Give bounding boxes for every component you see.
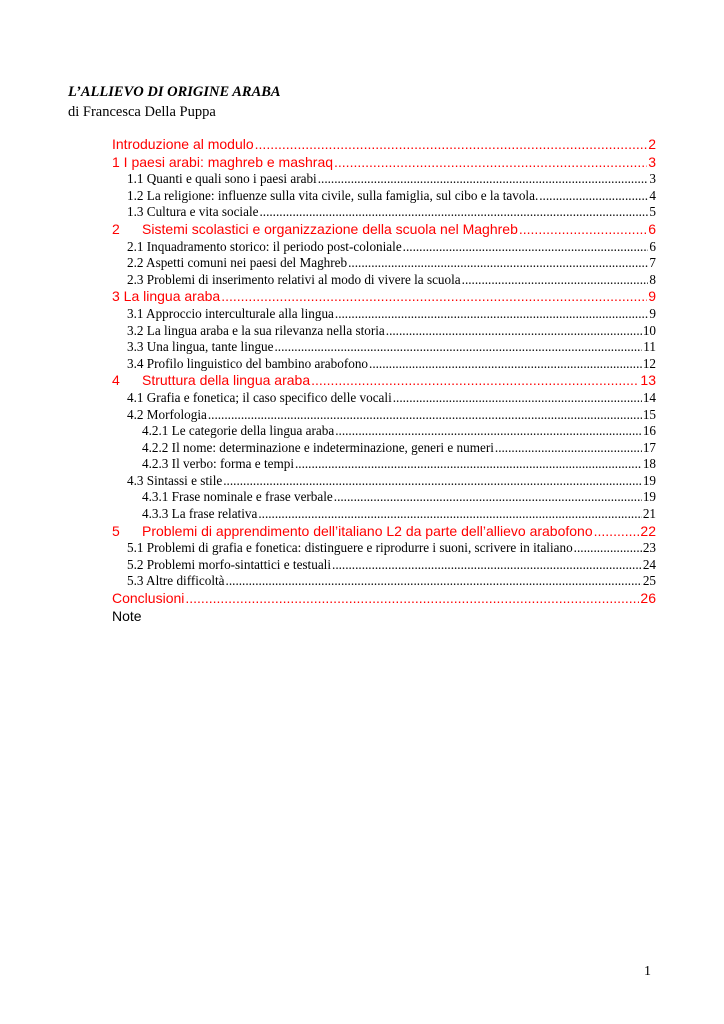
toc-leader-dots (462, 272, 649, 289)
toc-entry-label: 4.3.1 Frase nominale e frase verbale (142, 489, 333, 505)
toc-leader-dots (295, 456, 642, 473)
toc-leader-dots (185, 590, 639, 608)
toc-entry-page: 6 (649, 238, 656, 254)
toc-leader-dots (259, 204, 648, 221)
toc-entry-label: 3 La lingua araba (112, 288, 221, 305)
toc-entry[interactable] (112, 288, 656, 306)
toc-entry-page: 7 (649, 255, 656, 271)
document-title: L’ALLIEVO DI ORIGINE ARABA (68, 84, 281, 100)
toc-entry-label: 3.3 Una lingua, tante lingue (127, 339, 274, 355)
toc-entry-label: 5.1 Problemi di grafia e fonetica: distinguere e riprodurre i suoni, scrivere in italiano (127, 540, 573, 556)
toc-entry[interactable] (112, 204, 656, 221)
toc-entry-page: 11 (643, 339, 656, 355)
toc-entry[interactable] (112, 473, 656, 490)
toc-entry[interactable] (112, 323, 656, 340)
toc-leader-dots (226, 573, 642, 590)
toc-leader-dots (208, 407, 642, 424)
toc-entry-label: 2.1 Inquadramento storico: il periodo post-coloniale (127, 238, 402, 254)
toc-leader-dots (594, 523, 640, 541)
toc-entry-label: 5.3 Altre difficoltà (127, 573, 225, 589)
toc-entry-page: 12 (642, 355, 656, 371)
toc-entry[interactable] (112, 239, 656, 256)
toc-entry-label: 4.2 Morfologia (127, 406, 207, 422)
toc-entry-label: Problemi di apprendimento dell’italiano L2 da parte dell’allievo arabofono (142, 522, 593, 539)
toc-entry-page: 3 (649, 171, 656, 187)
toc-leader-dots (332, 557, 642, 574)
toc-entry-label: Struttura della lingua araba (142, 372, 311, 389)
toc-leader-dots (335, 306, 649, 323)
toc-entry[interactable] (112, 306, 656, 323)
toc-entry-label: 1.2 La religione: influenze sulla vita civile, sulla famiglia, sul cibo e la tavola. (127, 187, 539, 203)
toc-leader-dots (369, 356, 642, 373)
toc-entry-page: 25 (642, 573, 656, 589)
toc-leader-dots (386, 323, 642, 340)
toc-entry[interactable] (112, 339, 656, 356)
toc-entry-page: 2 (648, 136, 656, 152)
toc-entry-page: 17 (642, 439, 656, 455)
toc-entry-number: 4 (112, 372, 120, 389)
toc-leader-dots (318, 171, 649, 188)
toc-entry-page: 18 (642, 456, 656, 472)
toc-entry[interactable] (112, 154, 656, 172)
toc-entry[interactable] (112, 557, 656, 574)
toc-entry[interactable] (112, 423, 656, 440)
toc-entry-label: 4.3 Sintassi e stile (127, 472, 223, 488)
toc-entry-label: 2.2 Aspetti comuni nei paesi del Maghreb (127, 255, 348, 271)
toc-entry[interactable] (112, 540, 656, 557)
toc-entry[interactable] (112, 188, 656, 205)
toc-leader-dots (275, 339, 643, 356)
toc-leader-dots (348, 255, 648, 272)
toc-entry[interactable] (112, 372, 656, 390)
toc-entry-label: 4.1 Grafia e fonetica; il caso specifico delle vocali (127, 389, 392, 405)
toc-entry[interactable] (112, 489, 656, 506)
toc-leader-dots (495, 440, 642, 457)
toc-entry-label: 4.2.1 Le categorie della lingua araba (142, 423, 335, 439)
toc-entry-page: 4 (649, 187, 656, 203)
toc-entry-label: 5.2 Problemi morfo-sintattici e testuali (127, 556, 332, 572)
toc-entry-label: 3.2 La lingua araba e la sua rilevanza nella storia (127, 322, 385, 338)
toc-entry[interactable] (112, 440, 656, 457)
toc-entry-label: Introduzione al modulo (112, 136, 254, 152)
toc-leader-dots (223, 473, 642, 490)
toc-entry[interactable] (112, 390, 656, 407)
toc-entry-label: 4.3.3 La frase relativa (142, 506, 258, 522)
toc-entry-label: 2.3 Problemi di inserimento relativi al modo di vivere la scuola (127, 271, 461, 287)
toc-entry-label: 3.4 Profilo linguistico del bambino arabofono (127, 355, 369, 371)
toc-leader-dots (311, 372, 639, 390)
toc-leader-dots (334, 154, 647, 172)
toc-entry[interactable] (112, 590, 656, 608)
toc-entry-page: 9 (649, 305, 656, 321)
toc-entry-label: Conclusioni (112, 590, 185, 607)
toc-entry-page: 15 (642, 406, 656, 422)
toc-entry[interactable] (112, 221, 656, 239)
toc-entry-page: 22 (640, 522, 656, 539)
toc-entry-note[interactable] (112, 608, 656, 626)
toc-entry-label: 4.2.2 Il nome: determinazione e indeterminazione, generi e numeri (142, 439, 494, 455)
toc-leader-dots (519, 221, 647, 239)
toc-leader-dots (574, 540, 642, 557)
toc-leader-dots (393, 390, 642, 407)
toc-entry-page: 13 (640, 372, 656, 389)
toc-leader-dots (334, 489, 642, 506)
toc-leader-dots (335, 423, 642, 440)
toc-entry[interactable] (112, 255, 656, 272)
toc-entry[interactable] (112, 523, 656, 541)
toc-entry-page: 16 (642, 423, 656, 439)
toc-entry-page: 24 (642, 556, 656, 572)
toc-entry-label: Sistemi scolastici e organizzazione della scuola nel Maghreb (142, 220, 518, 237)
toc-entry[interactable] (112, 272, 656, 289)
toc-entry-page: 14 (642, 389, 656, 405)
document-author: di Francesca Della Puppa (68, 104, 216, 120)
toc-entry[interactable] (112, 573, 656, 590)
toc-leader-dots (255, 136, 648, 154)
toc-entry-page: 3 (648, 153, 656, 170)
toc-entry-page: 8 (649, 271, 656, 287)
toc-entry-number: 5 (112, 522, 120, 539)
toc-entry-page: 23 (642, 540, 656, 556)
toc-leader-dots (539, 188, 648, 205)
toc-entry-label: 3.1 Approccio interculturale alla lingua (127, 305, 334, 321)
toc-entry-page: 9 (648, 288, 656, 305)
toc-entry-number: 2 (112, 220, 120, 237)
toc-entry[interactable] (112, 136, 656, 154)
toc-leader-dots (258, 506, 641, 523)
toc-entry-page: 21 (642, 506, 656, 522)
toc-leader-dots (221, 288, 647, 306)
toc-entry-page: 19 (642, 472, 656, 488)
toc-entry-label: 4.2.3 Il verbo: forma e tempi (142, 456, 294, 472)
toc-entry-page: 6 (648, 220, 656, 237)
toc-entry-page: 26 (640, 590, 656, 607)
toc-entry[interactable] (112, 456, 656, 473)
toc-entry-label: Note (112, 607, 142, 624)
page-number: 1 (644, 964, 651, 979)
toc-entry-page: 19 (642, 489, 656, 505)
toc-entry-label: 1 I paesi arabi: maghreb e mashraq (112, 153, 334, 170)
toc-entry[interactable] (112, 407, 656, 424)
table-of-contents (112, 136, 656, 625)
toc-entry-label: 1.3 Cultura e vita sociale (127, 204, 259, 220)
toc-entry-page: 5 (649, 204, 656, 220)
toc-leader-dots (403, 239, 649, 256)
toc-entry[interactable] (112, 171, 656, 188)
toc-entry[interactable] (112, 356, 656, 373)
toc-entry[interactable] (112, 506, 656, 523)
toc-entry-page: 10 (642, 322, 656, 338)
toc-entry-label: 1.1 Quanti e quali sono i paesi arabi (127, 171, 317, 187)
